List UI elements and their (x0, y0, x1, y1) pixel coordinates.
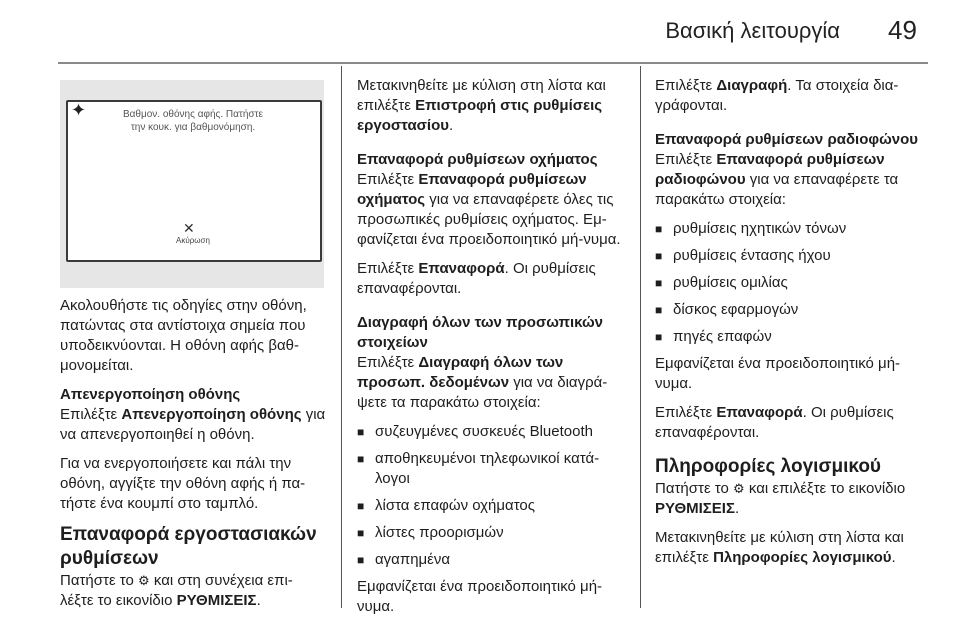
radio-restore-instructions (655, 403, 927, 443)
bullet-icon: ■ (357, 553, 365, 567)
list-item (655, 300, 927, 320)
column-2 (357, 76, 627, 626)
list-item (357, 496, 627, 516)
list-item (655, 246, 927, 266)
text-run: . (891, 549, 896, 566)
list-item-text: πηγές επαφών (673, 328, 772, 345)
list-item-text: λίστα επαφών οχήματος (375, 497, 535, 514)
screen-off-section (60, 385, 326, 445)
vehicle-reset-heading: Επαναφορά ρυθμίσεων οχήματος (357, 151, 598, 168)
text-run: Μετακινηθείτε με κύλιση στη λίστα και επιλέξτε (357, 77, 606, 114)
restore-option: Επαναφορά (716, 404, 803, 421)
page-number: 49 (888, 15, 917, 45)
header-divider (58, 62, 928, 64)
delete-list (357, 422, 627, 570)
text-run: και στη συνέχεια επι-λέξτε το εικονίδιο (60, 572, 293, 609)
radio-reset-option: Επαναφορά ρυθμίσεων ραδιοφώνου (655, 151, 885, 188)
calibration-message-line1: Βαθμον. οθόνης αφής. Πατήστε (122, 109, 264, 120)
text-run: Πατήστε το (655, 480, 734, 497)
text-run: . Οι ρυθμίσεις επαναφέρονται. (655, 404, 894, 441)
text-run: Πατήστε το (60, 572, 139, 589)
vehicle-reset-section (357, 150, 627, 250)
list-item (357, 449, 627, 489)
text-run: Επιλέξτε (357, 260, 419, 277)
bullet-icon: ■ (655, 276, 663, 290)
warning-message: Εμφανίζεται ένα προειδοποιητικό μή-νυμα. (357, 578, 603, 615)
software-info-section (655, 455, 927, 568)
text-run: . (449, 117, 454, 134)
text-run: Επιλέξτε (357, 354, 419, 371)
text-run: . (256, 592, 261, 609)
list-item (655, 273, 927, 293)
text-run: Επιλέξτε (655, 404, 717, 421)
list-item-text: ρυθμίσεις έντασης ήχου (673, 247, 831, 264)
text-run: Μετακινηθείτε με κύλιση στη λίστα και επιλέξτε (655, 529, 904, 566)
bullet-icon: ■ (655, 303, 663, 317)
text-run: για να απενεργοποιηθεί η οθόνη. (60, 406, 326, 443)
text-run: για να επαναφέρετε όλες τις προσωπικές ρυθμίσεις οχήματος. Εμ-φανίζεται ένα προειδοποιητικό μή-νυμα. (357, 191, 621, 248)
list-item (357, 550, 627, 570)
warning-message: Εμφανίζεται ένα προειδοποιητικό μή-νυμα. (655, 355, 901, 392)
list-item-text: δίσκος εφαρμογών (673, 301, 799, 318)
bullet-icon: ■ (357, 452, 365, 466)
vehicle-reset-option: Επαναφορά ρυθμίσεων οχήματος (357, 171, 587, 208)
list-item (655, 219, 927, 239)
text-run: Επιλέξτε (655, 151, 717, 168)
column-3 (655, 76, 927, 577)
section-title: Βασική λειτουργία (665, 18, 840, 43)
list-item (655, 327, 927, 347)
factory-reset-section (60, 523, 326, 611)
vehicle-restore-instructions (357, 259, 627, 299)
column-1 (60, 296, 326, 611)
bullet-icon: ■ (357, 425, 365, 439)
list-item (357, 523, 627, 543)
screen-off-heading: Απενεργοποίηση οθόνης (60, 386, 241, 403)
list-item-text: συζευγμένες συσκευές Bluetooth (375, 423, 593, 440)
calibration-instructions: Ακολουθήστε τις οδηγίες στην οθόνη, πατώντας στα αντίστοιχα σημεία που υποδεικνύονται. Η οθόνη αφής βαθ-μονομείται. (60, 297, 307, 374)
calibration-message-line2: την κουκ. για βαθμονόμηση. (130, 122, 256, 133)
crosshair-icon: ✦ (71, 100, 87, 120)
close-icon: ✕ (183, 220, 195, 236)
delete-option: Διαγραφή (716, 77, 788, 94)
calibration-screen-figure (60, 80, 324, 288)
list-item-text: ρυθμίσεις ηχητικών τόνων (673, 220, 847, 237)
software-info-instructions (655, 479, 927, 519)
list-item (357, 422, 627, 442)
list-item-text: λίστες προορισμών (375, 524, 504, 541)
software-info-heading: Πληροφορίες λογισμικού (655, 456, 881, 477)
list-item-text: ρυθμίσεις ομιλίας (673, 274, 788, 291)
text-run: Επιλέξτε (60, 406, 122, 423)
delete-confirm-instructions (655, 76, 927, 116)
bullet-icon: ■ (655, 222, 663, 236)
factory-scroll-instructions (357, 76, 627, 136)
gear-icon: ⚙ (733, 481, 745, 496)
bullet-icon: ■ (655, 249, 663, 263)
text-run: για να επαναφέρετε τα παρακάτω στοιχεία: (655, 171, 899, 208)
factory-reset-heading: Επαναφορά εργοστασιακών ρυθμίσεων (60, 524, 317, 569)
text-run: . (734, 500, 740, 517)
screen-off-option: Απενεργοποίηση οθόνης (121, 406, 302, 423)
factory-return-option: Επιστροφή στις ρυθμίσεις εργοστασίου (357, 97, 603, 134)
column-divider-1 (341, 66, 342, 608)
software-info-option: Πληροφορίες λογισμικού (713, 549, 892, 566)
bullet-icon: ■ (357, 526, 365, 540)
text-run: για να διαγρά-ψετε τα παρακάτω στοιχεία: (357, 374, 608, 411)
list-item-text: αποθηκευμένοι τηλεφωνικοί κατά-λογοι (375, 450, 600, 487)
delete-data-section (357, 313, 627, 413)
text-run: . Οι ρυθμίσεις επαναφέρονται. (357, 260, 596, 297)
radio-reset-section (655, 130, 927, 210)
radio-reset-list (655, 219, 927, 347)
gear-icon: ⚙ (138, 573, 150, 588)
cancel-label: Ακύρωση (176, 236, 210, 245)
column-divider-2 (640, 66, 641, 608)
bullet-icon: ■ (357, 499, 365, 513)
software-scroll-instructions (655, 528, 927, 568)
settings-option: ΡΥΘΜΙΣΕΙΣ (176, 592, 257, 609)
screen-on-instructions: Για να ενεργοποιήσετε και πάλι την οθόνη, αγγίξτε την οθόνη αφής ή πα-τήστε ένα κουμπί στο ταμπλό. (60, 455, 306, 512)
text-run: Επιλέξτε (655, 77, 717, 94)
text-run: και επιλέξτε το εικονίδιο (744, 480, 906, 497)
delete-data-option: Διαγραφή όλων των προσωπ. δεδομένων (357, 354, 564, 391)
delete-data-heading: Διαγραφή όλων των προσωπικών στοιχείων (357, 314, 604, 351)
settings-option: ΡΥΘΜΙΣΕΙΣ (655, 500, 735, 517)
text-run: . Τα στοιχεία δια-γράφονται. (655, 77, 899, 114)
bullet-icon: ■ (655, 330, 663, 344)
calibration-message (88, 108, 298, 134)
radio-reset-heading: Επαναφορά ρυθμίσεων ραδιοφώνου (655, 131, 919, 148)
list-item-text: αγαπημένα (375, 551, 451, 568)
touchscreen-display (66, 100, 322, 262)
text-run: Επιλέξτε (357, 171, 419, 188)
restore-option: Επαναφορά (418, 260, 505, 277)
